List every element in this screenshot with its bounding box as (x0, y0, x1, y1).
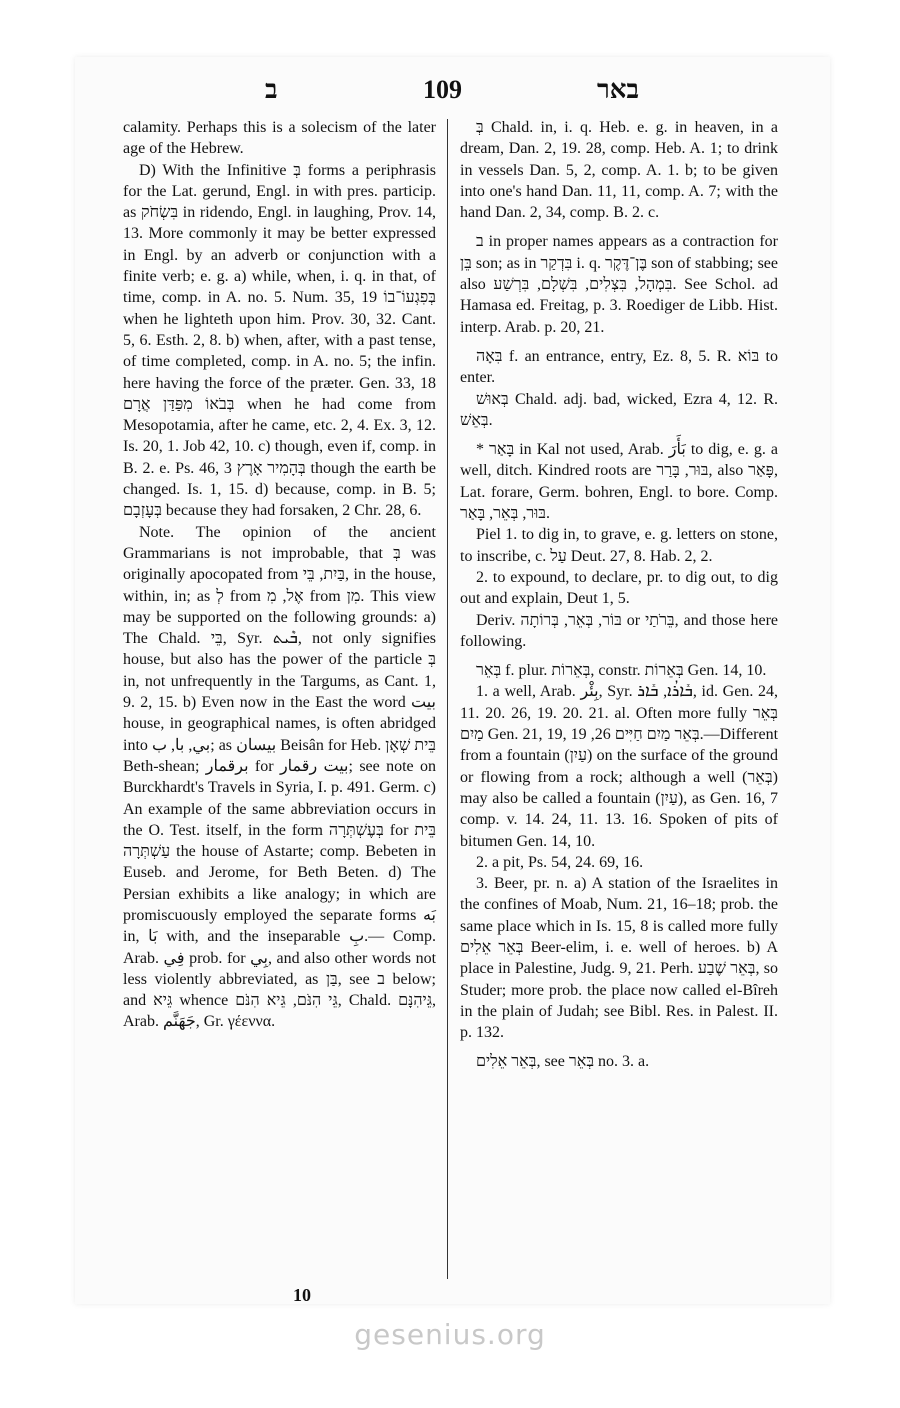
entry-paragraph: 2. a pit, Ps. 54, 24. 69, 16. (476, 853, 644, 871)
right-column (460, 117, 778, 1073)
entry-paragraph: בִּאָה f. an entrance, entry, Ez. 8, 5. R. בּוֹא to enter. (460, 347, 778, 387)
entry-paragraph: בְּ Chald. in, i. q. Heb. e. g. in heaven, in a dream, Dan. 2, 19. 28, comp. Heb. A. 1; to drink in vessels Dan. 5, 2, comp. A. 1. b; to be given into one's hand Dan. 11, 11, comp. A. 7; with the hand Dan. 2, 34, comp. B. 2. c. (460, 119, 778, 222)
entry-paragraph: בְּאוּשׁ Chald. adj. bad, wicked, Ezra 4, 12. R. בְּאֵשׁ. (460, 390, 778, 429)
header-letter: ב (265, 75, 278, 105)
dictionary-page (75, 57, 830, 1304)
entry-paragraph: Piel 1. to dig in, to grave, e. g. letters on stone, to inscribe, c. עַל Deut. 27, 8. Hab. 2, 2. (460, 526, 778, 565)
entry-paragraph: * בָּאַר in Kal not used, Arab. بَأَرَ to dig, e. g. a well, ditch. Kindred roots are בּוּר, בָּרַר, also פָּאַר, Lat. forare, Germ. bohren, Engl. to bore. Comp. בּוּר, בְּאֵר, בָּאַר. (460, 441, 779, 523)
page-number: 109 (423, 75, 462, 104)
column-divider (447, 119, 448, 1279)
entry-paragraph: ב in proper names appears as a contraction for בֵּן son; as in בִּדְקַר i. q. בֶּן־דֶּקֶר son of stabbing; see also בִּמְהָל, בִּצְלִים, בִּשְׁלָם, בִּרְשַׁע. See Schol. ad Hamasa ed. Freitag, p. 3. Roediger de Libb. Hist. interp. Arab. p. 20, 21. (460, 233, 778, 336)
entry-paragraph: 2. to expound, to declare, pr. to dig out, to dig out and explain, Deut 1, 5. (460, 568, 778, 608)
entry-paragraph: בְּאֵר אֵלִים, see בְּאֵר no. 3. a. (476, 1053, 650, 1071)
entry-paragraph: 3. Beer, pr. n. a) A station of the Israelites in the confines of Moab, Num. 21, 16–18; prob. the same place which in Is. 15, 8 is called more fully בְּאֵר אֵלִים Beer-elim, i. e. well of heroes. b) A place in Palestine, Judg. 9, 21. Perh. בְּאֵר שֶׁבַע, so Studer; more prob. the place now called el-Bîreh in the plain of Judah; see Bibl. Res. in Palest. II. p. 132. (460, 875, 779, 1042)
entry-paragraph: בְּאֵר f. plur. בְּאֵרוֹת, constr. בְּאֵרוֹת Gen. 14, 10. (476, 662, 767, 680)
entry-paragraph: calamity. Perhaps this is a solecism of the later age of the Hebrew. (123, 119, 436, 158)
signature-mark: 10 (293, 1285, 311, 1305)
left-column (123, 117, 436, 1033)
entry-paragraph: D) With the Infinitive בְּ forms a periphrasis for the Lat. gerund, Engl. in with pres. particip. as בִּשְׂחֹק in ridendo, Engl. in laughing, Prov. 14, 13. More commonly it may be better expressed in Engl. by an adverb or conjunction with a finite verb; e. g. a) while, when, i. q. in that, of time, comp. in A. no. 5. Num. 35, 19 בְּפִגְעוֹ־בוֹ when he lighteth upon him. Prov. 30, 32. Cant. 5, 6. Esth. 2, 8. b) when, after, with a past tense, of time completed, comp. in A. no. 5; the infin. here having the force of the præter. Gen. 33, 18 בְּבֹאוֹ מִפַּדַּן אֲרָם when he had come from Mesopotamia, after he came, etc. 2, 4. Ex. 3, 12. Is. 20, 1. Job 42, 10. c) though, even if, comp. in B. 2. e. Ps. 46, 3 בְּהָמִיר אָרֶץ though the earth be changed. Is. 1, 15. d) because, comp. in B. 5; בְּעָזְבָם because they had forsaken, 2 Chr. 28, 6. (123, 161, 437, 520)
entry-paragraph: Deriv. בּוֹר, בְּאֵר, בְּרוֹתָה or בֵּרֹתַי, and those here following. (460, 611, 778, 650)
page-header (75, 75, 830, 109)
header-word: באר (597, 75, 639, 105)
note-paragraph: Note. The opinion of the ancient Grammarians is not improbable, that בְּ was originally apocopated from בַּיִת, בֵּי, in the house, within, in; as לְ from אֶל, מִ from מִן. This view may be supported on the following grounds: a) The Chald. בֵּי, Syr. ܒܶܝܬ, not only signifies house, but also has the power of the particle בְּ in, not unfrequently in the Targums, as Cant. 1, 9. 2, 15. b) Even now in the East the word بيت house, in geographical names, is often abridged into بي, با, ب; as بيسان Beisân for Heb. בֵּית שְׁאָן Beth-shean; برقمار for بيت رقمار; see note on Burckhardt's Travels in Syria, I. p. 491. Germ. c) An example of the same abbreviation occurs in the O. Test. itself, in the form בְּעֶשְׁתְּרָה for בֵּית עַשְׁתְּרָה the house of Astarte; comp. Bebeten in Euseb. and Jerome, for Beth Beten. d) The Persian exhibits a like analogy; in which are promiscuously employed the separate forms بَه in, بَا with, and the inseparable بِ.— Comp. Arab. فِي prob. for بِي, and also other words not less violently abbreviated, as בַּן, see ב below; and גֵּיא whence גֵּי הִנֹּם, גֵּיא הִנֹּם, Chald. גֵּיהִנָּם, Arab. جَهَنَّم, Gr. γέεννα. (123, 523, 437, 1031)
site-watermark: gesenius.org (354, 1318, 546, 1351)
entry-paragraph: 1. a well, Arab. بِئْر, Syr. ܒܺܐܪܳܐ, ܒܺܐܪ, id. Gen. 24, 11. 20. 26, 19. 20. 21. al. Often more fully בְּאֵר מַיִם Gen. 21, 19, בְּאֵר מַיִם חַיִּים 26, 19.—Different from a fountain (עַיִן) on the surface of the ground or flowing from a rock; although a well (בְּאֵר) may also be called a fountain (עַיִן), as Gen. 16, 7 comp. v. 14. 24, 11. 13. 16. Spoken of pits of bitumen Gen. 14, 10. (460, 683, 779, 850)
